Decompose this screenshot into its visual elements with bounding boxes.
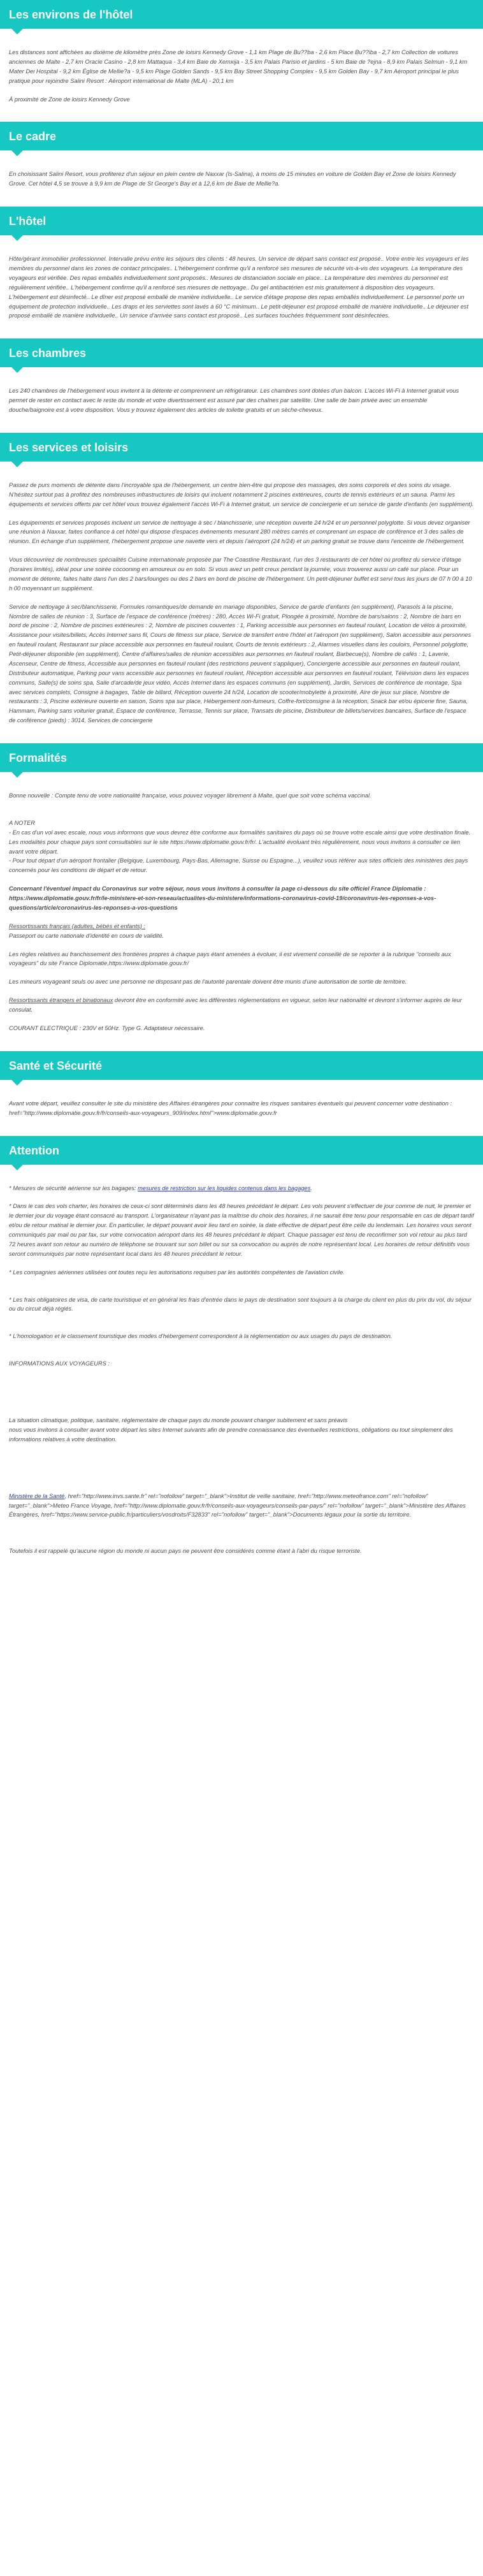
distances-text: Les distances sont affichées au dixième de kilomètre près Zone de loisirs Kennedy Grove - 1,1 km Plage de Bu??ba - 2,6 km Place Bu??iba - 2,7 km Collection de voitures anciennes de Malte - 2,7 km Oracle Casino - 2,8 km Mattaqua - 3,4 km Baie de Xemxija - 3,5 km Palais Parisio et jardins - 5 km Baie de ?ejna - 8,9 km Palais Selmun - 9,1 km Mater Dei Hospital - 9,2 km Église de Mellie?a - 9,5 km Plage Golden Sands - 9,5 km Bay Street Shopping Complex - 9,5 km Golden Bay - 9,7 km Aéroport principal le plus pratique pour rejoindre Salini Resort : Aéroport international de Malte (MLA) - 20,1 km (9, 49, 468, 84)
section-title-formalites: Formalités (0, 743, 483, 772)
section-attention (0, 1165, 483, 1575)
homologation-text: * L'homologation et le classement touristique des modes d'hébergement correspondent à la réglementation ou aux usages du pays de destination. (9, 1333, 393, 1340)
liens-officiels-rest: , href="http://www.invs.sante.fr" rel="nofollow" target="_blank">Institut de veille sanitaire, href="http://www.meteofrance.com" rel="nofollow" target="_blank">Meteo France Voyage, href="http://www.diplomatie.gouv.fr/fr/conseils-aux-voyageurs/conseils-par-pays/" rel="nofollow" target="_blank">Ministère des Affaires Étrangères, href="https://www.service-public.fr/particuliers/vosdroits/F32833" rel="nofollow" target="_blank">Documents légaux pour la sortie du territoire. (9, 1492, 466, 1518)
securite-bagages-text (9, 1184, 474, 1193)
services-text-2: Les équipements et services proposés incluent un service de nettoyage à sec / blanchisserie, une réception ouverte 24 h/24 et un personnel polyglotte. Si vous devez organiser une réunion à Naxxar, faites confiance à cet hôtel qui dispose d'espaces événements mesurant 280 mètres carrés et comprenant un espace de conférence et 3 des salles de réunion. En échange d'un supplément, l'hébergement propose une navette vers et depuis l'aéroport (24 h/24) et un parking gratuit se trouve dans l'enceinte de l'hébergement. (9, 519, 470, 545)
section-title-chambres: Les chambres (0, 338, 483, 367)
proximity-text: À proximité de Zone de loisirs Kennedy Grove (9, 96, 130, 103)
nota-modalites: Les modalités pour chaque pays sont consultables sur le site https://www.diplomatie.gouv.fr/fr/. L'actualité évoluant très régulièrement, nous vous invitons à consulter ce lien avant votre départ. (9, 838, 461, 855)
covid-notice: Concernant l'éventuel impact du Coronavirus sur votre séjour, nous vous invitons à consulter la page ci-dessous du site officiel France Diplomatie : https://www.diplomatie.gouv.fr/fr/le-ministere-et-son-reseau/actualites-du-ministere/informations-coronavirus-covid-19/coronavirus-les-reponses-a-vos-questions/article/coronavirus-les-reponses-a-vos-questions (9, 885, 436, 911)
liquides-bagages-link[interactable]: mesures de restriction sur les liquides contenus dans les bagages (138, 1184, 311, 1191)
risque-terroriste-text: Toutefois il est rappelé qu'aucune région du monde ni aucun pays ne peuvent être considérés comme étant à l'abri du risque terroriste. (9, 1548, 362, 1555)
chambres-text: Les 240 chambres de l'hébergement vous invitent à la détente et comprennent un réfrigérateur. Les chambres sont dotées d'un balcon. L'accès Wi-Fi à Internet gratuit vous permet de rester en contact avec le reste du monde et votre divertissement est assuré par des chaînes par satellite. Une salle de bain privée avec un ensemble douche/baignoire est à votre disposition. Vous y trouvez également des articles de toilette gratuits et un sèche-cheveux. (9, 388, 459, 413)
section-title-cadre: Le cadre (0, 122, 483, 150)
formalites-intro: Bonne nouvelle : Compte tenu de votre nationalité française, vous pouvez voyager librement à Malte, quel que soit votre schéma vaccinal. (9, 792, 371, 799)
mineurs-text: Les mineurs voyageant seuls ou avec une personne ne disposant pas de l'autorité parentale doivent être munis d'une autorisation de sortie de territoire. (9, 979, 407, 986)
section-formalites (0, 772, 483, 1051)
section-services (0, 462, 483, 743)
courant-electrique-text: COURANT ELECTRIQUE : 230V et 50Hz. Type G. Adaptateur nécessaire. (9, 1024, 205, 1031)
hotel-text: Hôte/gérant immobilier professionnel. Intervalle prévu entre les séjours des clients : 48 heures. Un service de départ sans contact est proposé.. Votre entre les voyageurs et les membres du personnel dans les zones de contact principales.. L'hébergement confirme qu'il a renforcé ses mesures de sécurité vis-à-vis des voyageurs. La température des voyageurs est vérifiée. Des repas emballés individuellement sont proposés.. Mesures de distanciation sociale en place.. La température des membres du personnel est régulièrement vérifiée.. L'hébergement confirme qu'il a renforcé ses mesures de nettoyage.. Du gel antibactérien est mis gratuitement à disposition des voyageurs. L'hébergement est désinfecté.. Le dîner est proposé emballé de manière individuelle.. Le service d'étage propose des repas emballés individuellement. Le personnel porte un équipement de protection individuelle.. Les draps et les serviettes sont lavés à 60 °C minimum.. Le petit-déjeuner est proposé emballé de manière individuelle.. Le déjeuner est proposé emballé de manière individuelle.. Un service d'arrivée sans contact est proposé.. Les surfaces touchées fréquemment sont désinfectées. (9, 256, 469, 319)
services-text-4: Service de nettoyage à sec/blanchisserie, Formules romantiques/de demande en mariage disponibles, Service de garde d'enfants (en supplément), Parasols à la piscine, Nombre de salles de réunion : 3, Surface de l'espace de conférence (mètres) : 280, Accès Wi-Fi gratuit, Plongée à proximité, Nombre de bars/salons : 2, Nombre de bars en bord de piscine : 2, Nombre de piscines extérieures : 2, Nombre de piscines couvertes : 1, Parking accessible aux personnes en fauteuil roulant, Location de vélos à proximité, Assistance pour visites/billets, Accès Internet sans fil, Cours de fitness sur place, Service de transfert entre l'hôtel et l'aéroport (en supplément), Salon accessible aux personnes en fauteuil roulant, Restaurant sur place accessible aux personnes en fauteuil roulant, Courts de tennis extérieurs : 2, Alarmes visuelles dans les couloirs, Personnel polyglotte, Petit-déjeuner disponible (en supplément), Centre d'affaires/salles de réunion accessibles aux personnes en fauteuil roulant, Barbecue(s), Nombre de cafés : 1, Laverie, Ascenseur, Centre de fitness, Accessible aux personnes en fauteuil roulant (des restrictions peuvent s'appliquer), Conciergerie accessible aux personnes en fauteuil roulant, Distributeur automatique, Parking pour vans accessible aux personnes en fauteuil roulant, Réception accessible aux personnes en fauteuil roulant, Télévision dans les espaces communs, Salle(s) de soins spa, Salle d'arcade/de jeux vidéo, Accès Internet dans les espaces communs (en supplément), Jardin, Services de conférence de montage, Spa avec services complets, Consigne à bagages, Table de billard, Réception ouverte 24 h/24, Location de scooter/mobylette à proximité, Aire de jeux sur place, Nombre de restaurants : 3, Piscine extérieure ouverte en saison, Soins spa sur place, Hébergement non-fumeurs, Coffre-fort/consigne à la réception, Snack bar et/ou épicerie fine, Sauna, Hammam, Parking sans voiturier gratuit, Espace de conférence, Terrasse, Tennis sur place, Transats de piscine, Distributeur de billets/services bancaires, Surface de l'espace de conférence (pieds) : 3014, Services de conciergerie (9, 603, 472, 724)
sites-internet-text: nous vous invitons à consulter avant votre départ les sites Internet suivants afin de prendre connaissance des éventuelles restrictions, obligations ou tout simplement des informations relatives à votre destination. (9, 1426, 453, 1443)
ressortissants-etrangers-label: Ressortissants étrangers et binationaux (9, 997, 113, 1004)
services-text-3: Vous découvrirez de nombreuses spécialités Cuisine internationale proposée par The Coastline Restaurant, l'un des 3 restaurants de cet hôtel où profitez du service d'étage (horaires limités), idéal pour une soirée cocooning en amoureux ou en solo. Si vous avez un petit creux pendant la journée, vous trouverez aussi un café sur place. Pour un moment de détente, faites halte dans l'un des 2 bars/lounges ou des 2 bars en bord de piscine de l'hébergement. Un petit-déjeuner buffet est servi tous les jours de 07 h 00 à 10 h 00 moyennant un supplément. (9, 557, 472, 592)
regles-frontieres-text: Les règles relatives au franchissement des frontières propres à chaque pays étant amenées à évoluer, il est vivement conseillé de se reporter à la rubrique "conseils aux voyageurs" du site France Diplomatie,https://www.diplomatie.gouv.fr/ (9, 950, 451, 967)
section-sante (0, 1080, 483, 1136)
securite-bagages-post: . (310, 1184, 312, 1191)
compagnies-aeriennes-text: * Les compagnies aériennes utilisées ont toutes reçu les autorisations requises par les autorités compétentes de l'aviation civile. (9, 1269, 345, 1276)
securite-bagages-pre: * Mesures de sécurité aérienne sur les bagages: (9, 1184, 138, 1191)
nota-label: A NOTER (9, 819, 35, 826)
liens-officiels-text (9, 1492, 474, 1520)
section-title-services: Les services et loisirs (0, 433, 483, 462)
frais-visa-text: * Les frais obligatoires de visa, de carte touristique et en général les frais d'entrée dans le pays de destination sont toujours à la charge du client en plus du prix du vol, du séjour ou du circuit déjà réglés. (9, 1296, 472, 1313)
section-chambres (0, 367, 483, 433)
vols-charter-text: * Dans le cas des vols charter, les horaires de ceux-ci sont déterminés dans les 48 heures précédant le départ. Les vols peuvent s'effectuer de jour comme de nuit, le premier et le dernier jour du voyage étant consacré au transport. L'organisateur n'ayant pas la maîtrise du choix des horaires, il ne saurait être tenu pour responsable en cas de départ tardif et/ou de retour matinal le dernier jour. En particulier, le départ pouvant avoir lieu tard en soirée, la date effective de départ peut être celle du lendemain. Les horaires vous seront communiqués par mail ou par fax, sur votre convocation aéroport dans les 48 heures précédant le départ. Chaque passager est tenu de reconfirmer son vol retour au plus tard 72 heures avant son retour au numéro de téléphone se trouvant sur son billet ou sur sa convocation ou auprès de notre représentant local. Les horaires de retour définitifs vous seront communiqués par notre représentant local dans les 48 heures précédant le retour. (9, 1203, 474, 1257)
cadre-text: En choisissant Salini Resort, vous profiterez d'un séjour en plein centre de Naxxar (Is-Salina), à moins de 15 minutes en voiture de Golden Bay et Zone de loisirs Kennedy Grove. Cet hôtel 4,5 se trouve à 9,9 km de Plage de St George's Bay et à 12,6 km de Baie de Mellie?a. (9, 171, 456, 187)
section-title-environs: Les environs de l'hôtel (0, 0, 483, 29)
informations-voyageurs-title: INFORMATIONS AUX VOYAGEURS : (9, 1360, 110, 1367)
ressortissants-etrangers-text (9, 996, 474, 1015)
sante-text: Avant votre départ, veuillez consulter le site du ministère des Affaires étrangères pour connaitre les risques sanitaires éventuels qui peuvent concerner votre destination : href="http://www.diplomatie.gouv.fr/fr/conseils-aux-voyageurs_909/index.html">www.diplomatie.gouv.fr (9, 1100, 452, 1116)
section-title-hotel: L'hôtel (0, 207, 483, 235)
section-environs (0, 29, 483, 122)
ministere-sante-link[interactable]: Ministère de la Santé (9, 1492, 65, 1499)
section-title-sante: Santé et Sécurité (0, 1051, 483, 1080)
nota-escale: - En cas d'un vol avec escale, nous vous informons que vous devrez être conforme aux formalités sanitaires du pays où se trouve votre escale ainsi que votre destination finale. (9, 829, 471, 836)
services-text-1: Passez de purs moments de détente dans l'incroyable spa de l'hébergement, un centre bien-être qui propose des massages, des soins corporels et des soins du visage. N'hésitez surtout pas à profitez des nombreuses infrastructures de loisirs qui incluent notamment 2 piscines extérieures, courts de tennis extérieurs et un sauna. Parmi les équipements et services offerts par cet hôtel vous trouvez également l'accès Wi-Fi à Internet gratuit, un service de conciergerie et un service de garde d'enfants (en supplément). (9, 481, 474, 507)
situation-climatique-text: La situation climatique, politique, sanitaire, réglementaire de chaque pays du monde pouvant changer subitement et sans préavis (9, 1417, 348, 1423)
passeport-text: Passeport ou carte nationale d'identité en cours de validité. (9, 932, 164, 939)
ressortissants-francais-label: Ressortissants français (adultes, bébés et enfants) : (9, 922, 145, 929)
section-hotel (0, 235, 483, 338)
section-cadre (0, 150, 483, 207)
ressortissants-etrangers-rest: devront être en conformité avec les différentes réglementations en vigueur, selon leur nationalité et devront s'informer auprès de leur consulat. (9, 997, 462, 1013)
section-title-attention: Attention (0, 1136, 483, 1165)
nota-aeroport-frontalier: - Pour tout départ d'un aéroport frontalier (Belgique, Luxembourg, Pays-Bas, Allemagne, Suisse ou Espagne...), veuillez vous référer aux sites officiels des ministères des pays concernés pour les conditions de départ et de retour. (9, 857, 468, 874)
